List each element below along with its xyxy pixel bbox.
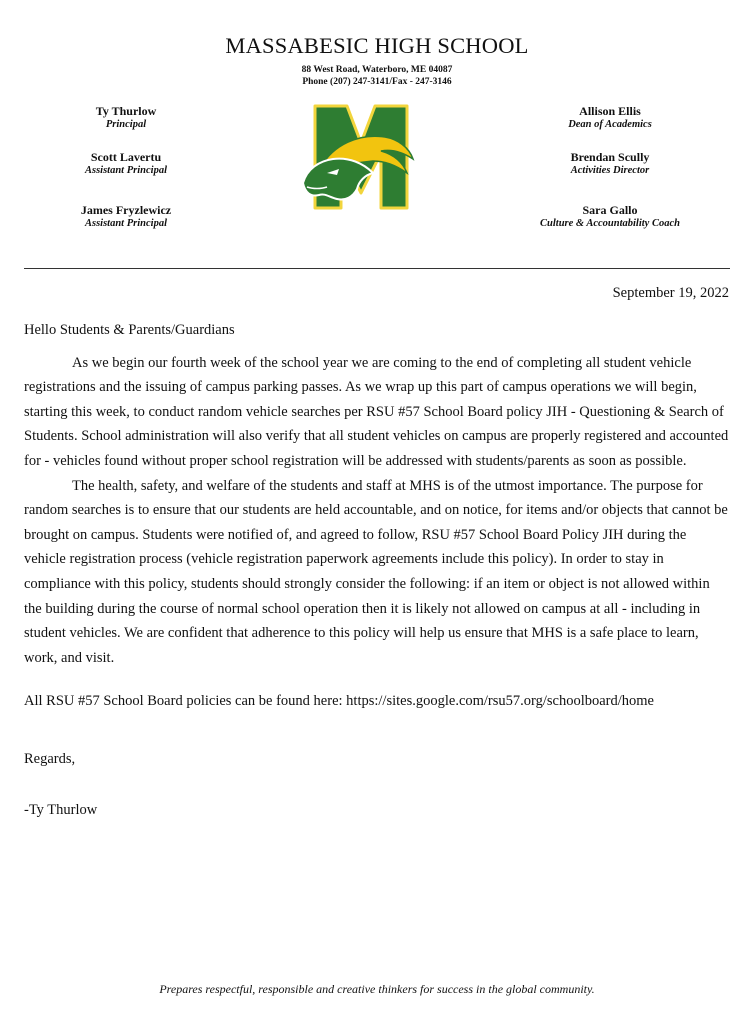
staff-name: Sara Gallo [582,203,638,217]
paragraph-1: As we begin our fourth week of the school year we are coming to the end of completing all student vehicle registrations and the issuing of campus parking passes. As we wrap up this part of campus operations we will begin, starting this week, to conduct random vehicle searches per RSU #57 School Board policy JIH - Questioning & Search of Students. School administration will also verify that all student vehicles on campus are properly registered and accounted for - vehicles found without proper school registration will be addressed with students/parents as soon as possible. [24,354,729,469]
school-logo [299,103,423,217]
staff-entry [500,203,720,230]
address-line: 88 West Road, Waterboro, ME 04087 [301,65,453,75]
staff-title: Dean of Academics [568,119,652,130]
staff-title: Principal [105,119,147,130]
staff-name: James Fryzlewicz [80,203,172,217]
policy-link-line: All RSU #57 School Board policies can be found here: https://sites.google.com/rsu57.org/schoolboard/home [24,693,654,710]
letter-body [24,318,730,822]
staff-entry [16,104,236,131]
header-divider [24,268,730,269]
phone-line: Phone (207) 247-3141/Fax - 247-3146 [302,77,452,87]
closing: Regards, [24,750,76,767]
staff-title: Assistant Principal [85,165,167,176]
staff-entry [500,150,720,177]
staff-name: Allison Ellis [579,104,641,118]
staff-title: Culture & Accountability Coach [540,218,680,229]
school-name: MASSABESIC HIGH SCHOOL [225,33,529,58]
signature: -Ty Thurlow [24,801,98,818]
staff-name: Scott Lavertu [90,150,162,164]
address-block [0,64,754,88]
staff-entry [16,150,236,177]
staff-entry [500,104,720,131]
greeting: Hello Students & Parents/Guardians [24,322,235,338]
staff-name: Ty Thurlow [95,104,157,118]
letter-date: September 19, 2022 [612,285,729,301]
staff-entry [16,203,236,230]
staff-title: Activities Director [570,165,650,176]
staff-title: Assistant Principal [85,218,167,229]
footer-motto: Prepares respectful, responsible and creative thinkers for success in the global community. [159,982,595,996]
paragraph-2: The health, safety, and welfare of the students and staff at MHS is of the utmost importance. The purpose for random searches is to ensure that our students are held accountable, and on notice, for items and/or objects that cannot be brought on campus. Students were notified of, and agreed to follow, RSU #57 School Board Policy JIH during the vehicle registration process (vehicle registration paperwork agreements include this policy). In order to stay in compliance with this policy, students should strongly consider the following: if an item or object is not allowed within the building during the course of normal school operation then it is likely not allowed on campus at all - including in student vehicles. We are confident that adherence to this policy will help us ensure that MHS is a safe place to learn, work, and visit. [24,477,728,666]
staff-name: Brendan Scully [570,150,650,164]
